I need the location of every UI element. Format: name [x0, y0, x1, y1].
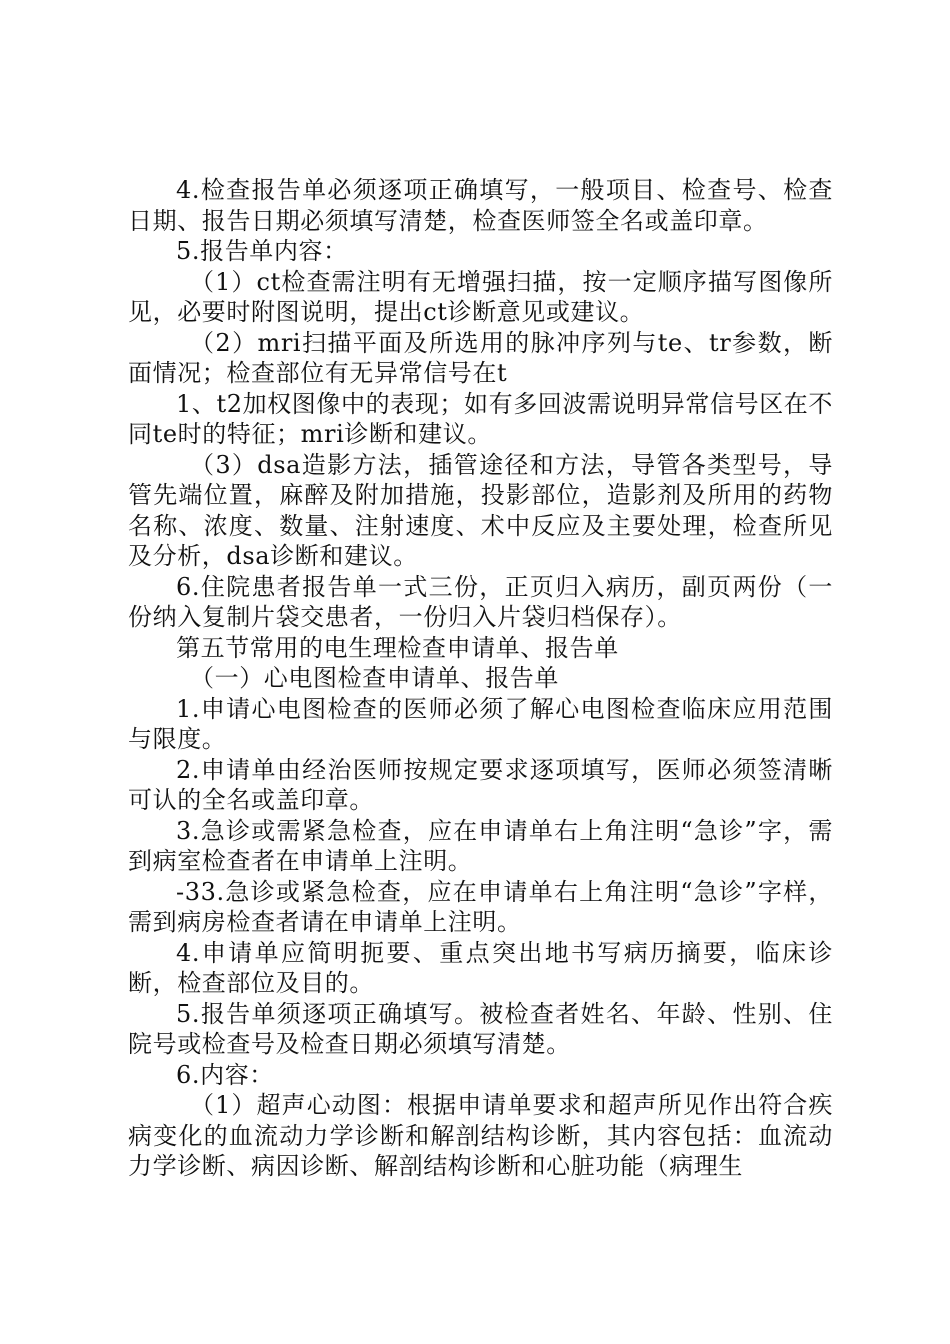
paragraph-report-filling: 4.检查报告单必须逐项正确填写，一般项目、检查号、检查日期、报告日期必须填写清楚，检查医师签全名或盖印章。: [128, 176, 833, 235]
paragraph-ecg-3: 3.急诊或需紧急检查，应在申请单右上角注明“急诊”字，需到病室检查者在申请单上注明。: [128, 816, 833, 875]
paragraph-ecg-6-heading: 6.内容：: [176, 1060, 274, 1089]
section-heading-electrophysiology: 第五节常用的电生理检查申请单、报告单: [176, 633, 619, 662]
subsection-heading-ecg: （一）心电图检查申请单、报告单: [190, 664, 559, 692]
paragraph-ecg-2: 2.申请单由经治医师按规定要求逐项填写，医师必须签清晰可认的全名或盖印章。: [128, 755, 833, 814]
paragraph-report-content-heading: 5.报告单内容：: [176, 237, 348, 265]
paragraph-mri: （2）mri扫描平面及所选用的脉冲序列与te、tr参数，断面情况；检查部位有无异常信号在t: [128, 328, 833, 387]
paragraph-t2-weighted: 1、t2加权图像中的表现；如有多回波需说明异常信号区在不同te时的特征；mri诊断和建议。: [128, 389, 833, 448]
paragraph-ct: （1）ct检查需注明有无增强扫描，按一定顺序描写图像所见，必要时附图说明，提出ct诊断意见或建议。: [128, 267, 833, 326]
paragraph-dsa: （3）dsa造影方法，插管途径和方法，导管各类型号，导管先端位置，麻醉及附加措施，投影部位，造影剂及所用的药物名称、浓度、数量、注射速度、术中反应及主要处理，检查所见及分析，dsa诊断和建议。: [128, 450, 833, 570]
paragraph-echocardiogram: （1）超声心动图：根据申请单要求和超声所见作出符合疾病变化的血流动力学诊断和解剖结构诊断，其内容包括：血流动力学诊断、病因诊断、解剖结构诊断和心脏功能（病理生: [128, 1091, 833, 1180]
document-body: [128, 175, 833, 1182]
paragraph-ecg-4: 4.申请单应简明扼要、重点突出地书写病历摘要，临床诊断，检查部位及目的。: [128, 938, 833, 997]
paragraph-ecg-5: 5.报告单须逐项正确填写。被检查者姓名、年龄、性别、住院号或检查号及检查日期必须填写清楚。: [128, 999, 833, 1058]
paragraph-ecg-3-repeat: -33.急诊或紧急检查，应在申请单右上角注明“急诊”字样，需到病房检查者请在申请单上注明。: [128, 877, 833, 936]
paragraph-inpatient-copies: 6.住院患者报告单一式三份，正页归入病历，副页两份（一份纳入复制片袋交患者，一份归入片袋归档保存）。: [128, 572, 833, 631]
paragraph-ecg-1: 1.申请心电图检查的医师必须了解心电图检查临床应用范围与限度。: [128, 694, 833, 753]
